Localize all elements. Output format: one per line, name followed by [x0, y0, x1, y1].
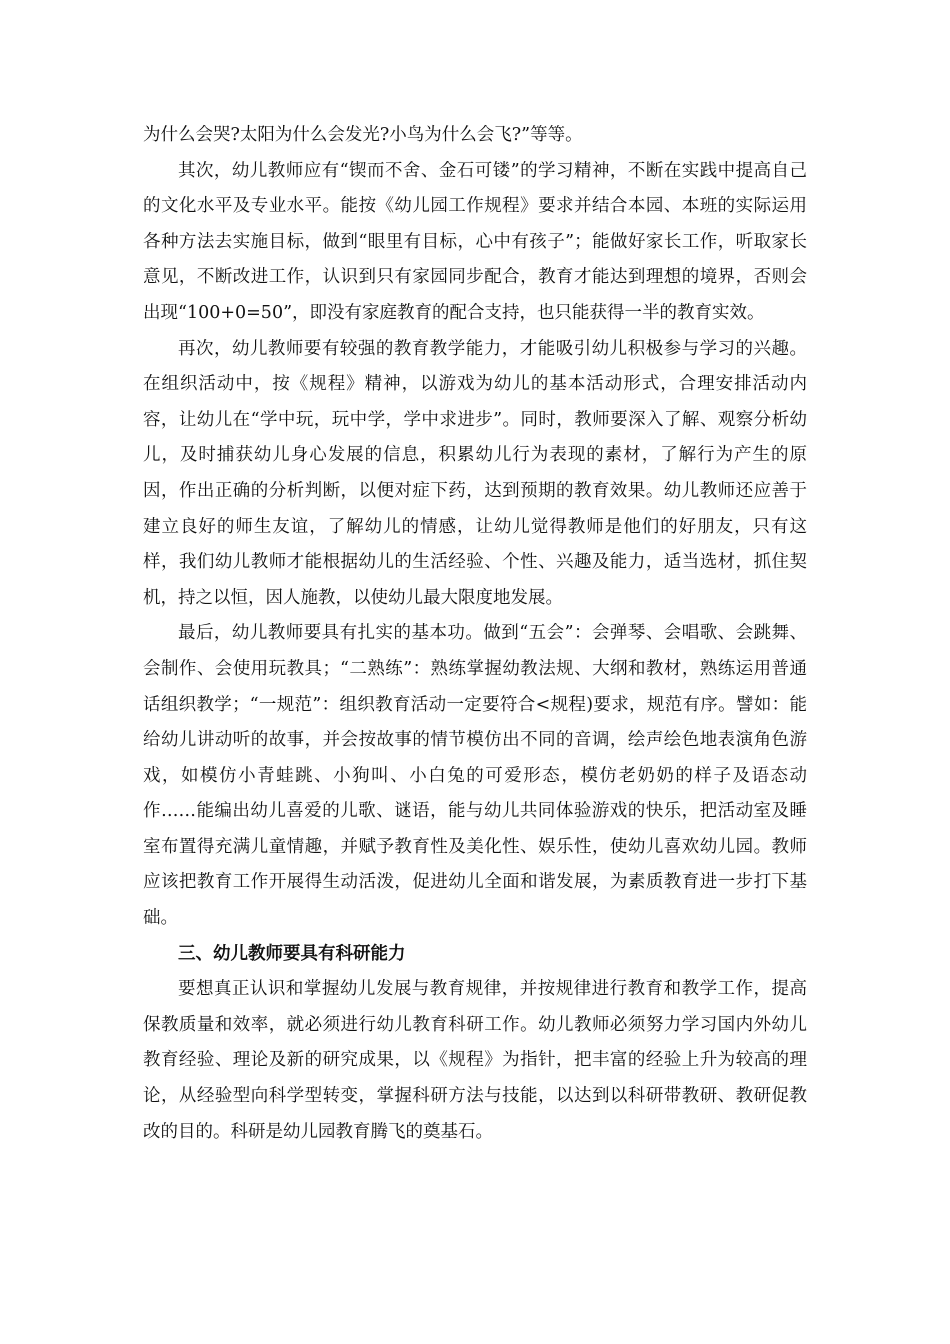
paragraph-continuation: 为什么会哭?太阳为什么会发光?小鸟为什么会飞?”等等。	[143, 125, 583, 145]
paragraph-basic-skills: 最后，幼儿教师要具有扎实的基本功。做到“五会”：会弹琴、会唱歌、会跳舞、会制作、会使用玩教具；“二熟练”：熟练掌握幼教法规、大纲和教材，熟练运用普通话组织教学；“一规范”：组织教育活动一定要符合<规程)要求，规范有序。譬如：能给幼儿讲动听的故事，并会按故事的情节模仿出不同的音调，绘声绘色地表演角色游戏，如模仿小青蛙跳、小狗叫、小白兔的可爱形态，模仿老奶奶的样子及语态动作……能编出幼儿喜爱的儿歌、谜语，能与幼儿共同体验游戏的快乐，把活动室及睡室布置得充满儿童情趣，并赋予教育性及美化性、娱乐性，使幼儿喜欢幼儿园。教师应该把教育工作开展得生动活泼，促进幼儿全面和谐发展，为素质教育进一步打下基础。	[143, 623, 807, 929]
paragraph-research-ability: 要想真正认识和掌握幼儿发展与教育规律，并按规律进行教育和教学工作，提高保教质量和效率，就必须进行幼儿教育科研工作。幼儿教师必须努力学习国内外幼儿教育经验、理论及新的研究成果，以《规程》为指针，把丰富的经验上升为较高的理论，从经验型向科学型转变，掌握科研方法与技能，以达到以科研带教研、教研促教改的目的。科研是幼儿园教育腾飞的奠基石。	[143, 979, 807, 1142]
document-page	[143, 118, 807, 1150]
section-heading: 三、幼儿教师要具有科研能力	[178, 943, 406, 964]
paragraph-learning-spirit: 其次，幼儿教师应有“锲而不舍、金石可镂”的学习精神，不断在实践中提高自己的文化水平及专业水平。能按《幼儿园工作规程》要求并结合本园、本班的实际运用各种方法去实施目标，做到“眼里有目标，心中有孩子”；能做好家长工作，听取家长意见，不断改进工作，认识到只有家园同步配合，教育才能达到理想的境界，否则会出现“100+0=50”，即没有家庭教育的配合支持，也只能获得一半的教育实效。	[143, 160, 807, 323]
paragraph-teaching-ability: 再次，幼儿教师要有较强的教育教学能力，才能吸引幼儿积极参与学习的兴趣。在组织活动中，按《规程》精神，以游戏为幼儿的基本活动形式，合理安排活动内容，让幼儿在“学中玩，玩中学，学中求进步”。同时，教师要深入了解、观察分析幼儿，及时捕获幼儿身心发展的信息，积累幼儿行为表现的素材，了解行为产生的原因，作出正确的分析判断，以便对症下药，达到预期的教育效果。幼儿教师还应善于建立良好的师生友谊，了解幼儿的情感，让幼儿觉得教师是他们的好朋友，只有这样，我们幼儿教师才能根据幼儿的生活经验、个性、兴趣及能力，适当选材，抓住契机，持之以恒，因人施教，以使幼儿最大限度地发展。	[143, 338, 807, 608]
